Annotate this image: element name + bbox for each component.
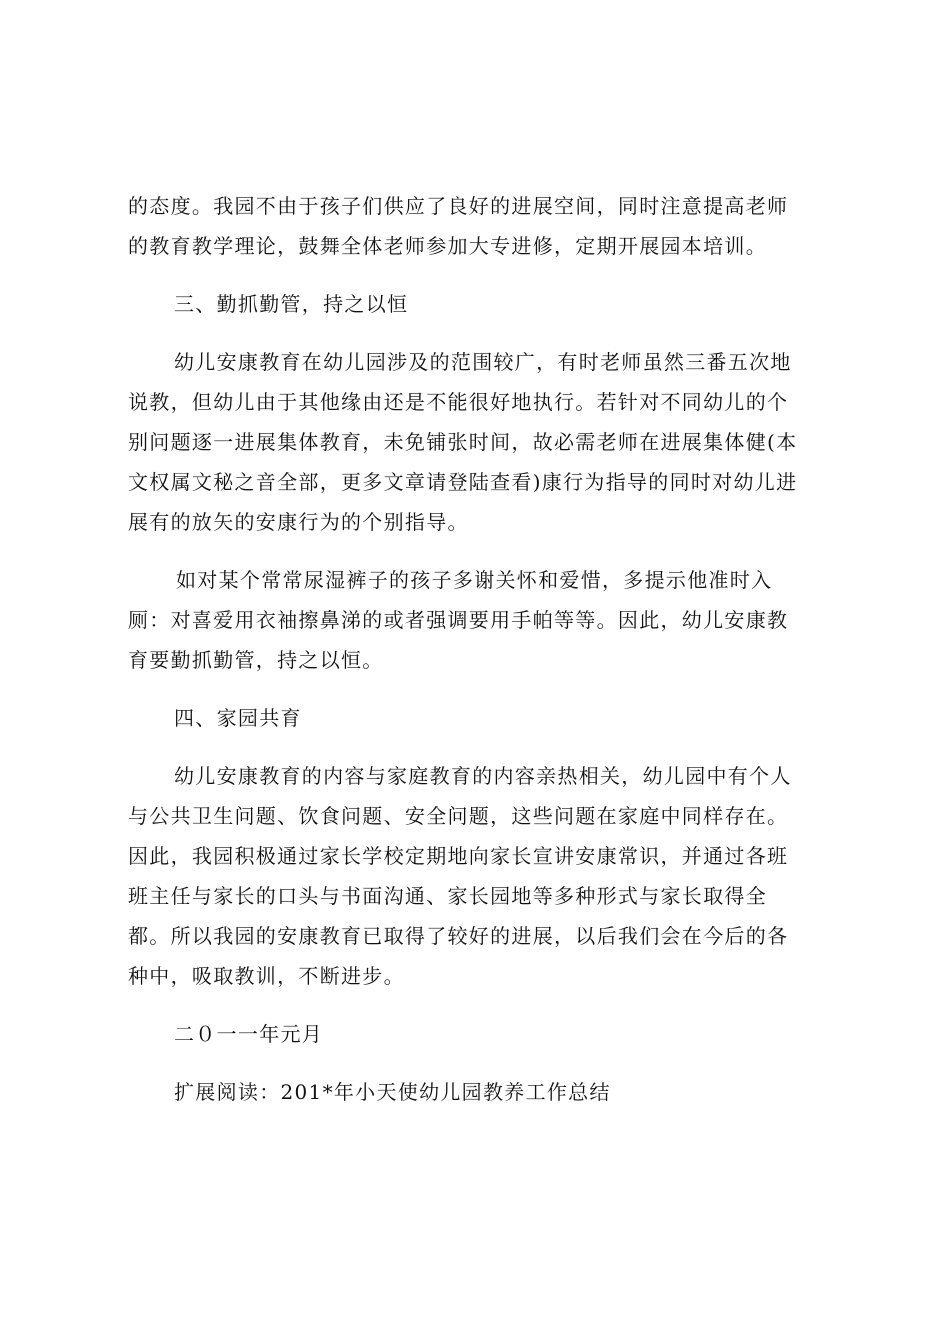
section-heading-3: 三、勤抓勤管，持之以恒	[174, 292, 409, 316]
text-line: 与公共卫生问题、饮食问题、安全问题，这些问题在家庭中同样存在。	[128, 804, 789, 828]
text-line: 都。所以我园的安康教育已取得了较好的进展，以后我们会在今后的各	[128, 924, 789, 948]
text-line: 厕：对喜爱用衣袖擦鼻涕的或者强调要用手帕等等。因此，幼儿安康教	[128, 608, 789, 632]
text-line: 的态度。我园不由于孩子们供应了良好的进展空间，同时注意提高老师	[128, 194, 789, 218]
text-line: 展有的放矢的安康行为的个别指导。	[128, 510, 469, 534]
section-heading-4: 四、家园共育	[174, 706, 302, 730]
text-line: 育要勤抓勤管，持之以恒。	[128, 648, 384, 672]
text-line: 文权属文秘之音全部，更多文章请登陆查看)康行为指导的同时对幼儿进	[128, 470, 798, 494]
text-line: 因此，我园积极通过家长学校定期地向家长宣讲安康常识，并通过各班	[128, 844, 789, 868]
document-date: 二０一一年元月	[174, 1022, 324, 1046]
paragraph-intro	[128, 186, 828, 266]
text-line: 种中，吸取教训，不断进步。	[128, 964, 405, 988]
paragraph-home-school	[128, 756, 828, 996]
extended-reading-link: 扩展阅读：201*年小天使幼儿园教养工作总结	[174, 1080, 611, 1104]
text-line: 幼儿安康教育在幼儿园涉及的范围较广，有时老师虽然三番五次地	[174, 350, 792, 374]
paragraph-examples	[128, 560, 828, 680]
document-body	[128, 186, 828, 1112]
text-line: 幼儿安康教育的内容与家庭教育的内容亲热相关，幼儿园中有个人	[174, 764, 792, 788]
text-line: 别问题逐一进展集体教育，未免铺张时间，故必需老师在进展集体健(本	[128, 430, 798, 454]
text-line: 班主任与家长的口头与书面沟通、家长园地等多种形式与家长取得全	[128, 884, 767, 908]
text-line: 说教，但幼儿由于其他缘由还是不能很好地执行。若针对不同幼儿的个	[128, 390, 789, 414]
text-line: 的教育教学理论，鼓舞全体老师参加大专进修，定期开展园本培训。	[128, 234, 767, 258]
text-line: 如对某个常常尿湿裤子的孩子多谢关怀和爱惜，多提示他准时入	[176, 568, 773, 592]
paragraph-health-education	[128, 342, 828, 542]
